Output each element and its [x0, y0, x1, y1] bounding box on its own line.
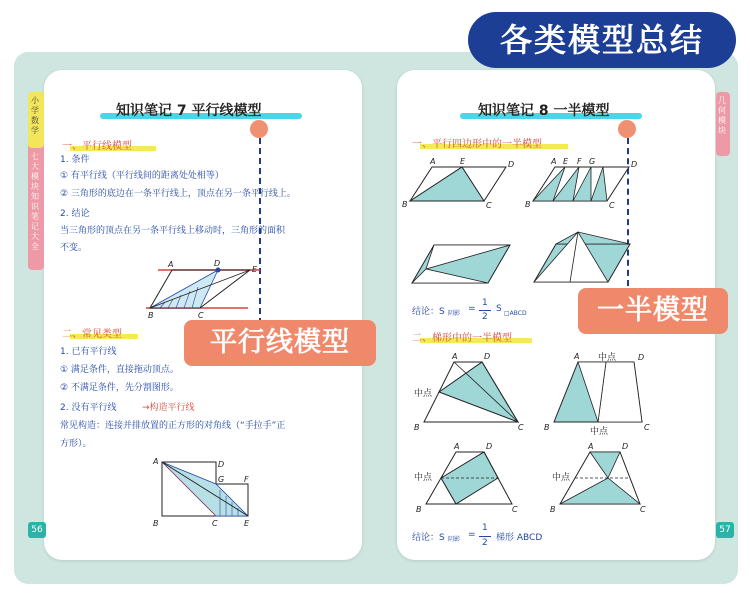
- svg-text:D: D: [631, 160, 638, 169]
- svg-text:G: G: [218, 475, 225, 484]
- right-conclusion2-eq: =: [468, 530, 476, 540]
- left-page-title: 知识笔记 7 平行线模型: [116, 103, 262, 119]
- left-line-3: ② 三角形的底边在一条平行线上，顶点在另一条平行线上。: [60, 189, 296, 199]
- svg-text:B: B: [525, 200, 531, 209]
- svg-text:F: F: [577, 157, 582, 166]
- left-line-4: 2. 结论: [60, 209, 90, 219]
- svg-text:E: E: [244, 519, 250, 528]
- svg-text:B: B: [416, 505, 422, 514]
- svg-text:C: C: [609, 201, 615, 210]
- midpoint-label-2: 中点: [598, 353, 617, 363]
- left-side-tab-sub: 七大模块知识笔记大全: [31, 152, 39, 251]
- left-line-1: 1. 条件: [60, 155, 90, 165]
- squares-figure: [150, 458, 260, 530]
- svg-text:E: E: [563, 157, 569, 166]
- right-title-dot: [618, 120, 636, 138]
- svg-text:B: B: [544, 423, 550, 432]
- right-page-number: 57: [716, 522, 734, 538]
- right-frac2-num: 1: [482, 523, 488, 533]
- parallelogram-fig-4: [534, 228, 644, 290]
- right-conclusion1-tail: S: [496, 304, 502, 314]
- parallelogram-fig-1: [402, 155, 520, 210]
- midpoint-label-5: 中点: [552, 473, 571, 483]
- svg-text:C: C: [644, 423, 650, 432]
- svg-text:C: C: [486, 201, 492, 210]
- right-conclusion2-sub: 阴影: [448, 536, 461, 543]
- left-line-5: 当三角形的顶点在另一条平行线上移动时，三角形的面积: [60, 226, 286, 236]
- left-line3-2: 方形）。: [60, 439, 92, 449]
- svg-text:D: D: [622, 442, 629, 451]
- midpoint-label-1: 中点: [414, 389, 433, 399]
- right-conclusion1-label: 结论：S: [412, 307, 445, 317]
- svg-text:A: A: [452, 352, 458, 361]
- midpoint-label-4: 中点: [414, 473, 433, 483]
- left-title-dot: [250, 120, 268, 138]
- svg-text:B: B: [153, 519, 159, 528]
- svg-text:D: D: [508, 160, 515, 169]
- right-frac2-den: 2: [482, 538, 488, 548]
- svg-text:D: D: [218, 460, 225, 469]
- svg-text:D: D: [638, 353, 645, 362]
- left-line2-3: ② 不满足条件，先分割图形。: [60, 383, 179, 393]
- right-conclusion1-sub: 阴影: [448, 310, 461, 317]
- parallelogram-fig-3: [412, 235, 522, 295]
- svg-text:A: A: [551, 157, 557, 166]
- right-overlay-label: 一半模型: [578, 288, 728, 334]
- right-frac1-bar: [479, 310, 491, 311]
- svg-text:D: D: [486, 442, 493, 451]
- svg-text:C: C: [512, 505, 518, 514]
- svg-text:F: F: [244, 475, 249, 484]
- right-side-tab-label: 几何模块: [718, 96, 726, 135]
- right-frac1-den: 2: [482, 312, 488, 322]
- parallelogram-fig-2: [525, 155, 643, 210]
- left-line2-4: 2. 没有平行线: [60, 403, 117, 413]
- right-frac1-num: 1: [482, 298, 488, 308]
- right-page-title: 知识笔记 8 一半模型: [478, 103, 610, 119]
- midpoint-label-3: 中点: [590, 427, 609, 437]
- svg-text:B: B: [550, 505, 556, 514]
- svg-text:E: E: [252, 265, 258, 274]
- svg-text:A: A: [454, 442, 460, 451]
- left-arrow-note: →构造平行线: [142, 403, 195, 413]
- left-section1-heading: 一、平行线模型: [62, 141, 132, 152]
- svg-text:A: A: [153, 457, 159, 466]
- right-conclusion1-eq: =: [468, 304, 476, 314]
- svg-text:A: A: [168, 260, 174, 269]
- left-section2-heading: 二、常见类型: [62, 329, 122, 340]
- svg-text:C: C: [198, 311, 204, 320]
- trapezoid-fig-2: [544, 352, 658, 432]
- left-page-number: 56: [28, 522, 46, 538]
- svg-text:E: E: [460, 157, 466, 166]
- svg-text:B: B: [402, 200, 408, 209]
- svg-text:C: C: [640, 505, 646, 514]
- svg-text:A: A: [430, 157, 436, 166]
- left-overlay-label: 平行线模型: [184, 320, 376, 366]
- left-line-6: 不变。: [60, 243, 88, 253]
- svg-text:D: D: [214, 259, 221, 268]
- right-conclusion2-label: 结论：S: [412, 533, 445, 543]
- right-conclusion2-tail: 梯形 ABCD: [496, 533, 543, 543]
- left-side-tab-label: 小学数学: [31, 96, 39, 135]
- svg-text:C: C: [212, 519, 218, 528]
- svg-text:D: D: [484, 352, 491, 361]
- left-line3-1: 常见构造：连接并排放置的正方形的对角线（“手拉手”正: [60, 421, 286, 431]
- right-conclusion1-tail-sub: □ABCD: [504, 310, 527, 317]
- svg-text:A: A: [574, 352, 580, 361]
- svg-text:A: A: [588, 442, 594, 451]
- banner-title: 各类模型总结: [468, 12, 736, 68]
- parallel-figure: [140, 258, 270, 320]
- right-section1-heading: 一、平行四边形中的一半模型: [412, 139, 542, 150]
- svg-text:G: G: [589, 157, 596, 166]
- left-line-2: ① 有平行线（平行线间的距离处处相等）: [60, 171, 224, 181]
- right-frac2-bar: [479, 536, 491, 537]
- svg-text:B: B: [414, 423, 420, 432]
- right-section2-heading: 二、梯形中的一半模型: [412, 333, 512, 344]
- svg-text:B: B: [148, 311, 154, 320]
- left-line2-2: ① 满足条件，直接拖动顶点。: [60, 365, 179, 375]
- left-line2-1: 1. 已有平行线: [60, 347, 117, 357]
- svg-text:C: C: [518, 423, 524, 432]
